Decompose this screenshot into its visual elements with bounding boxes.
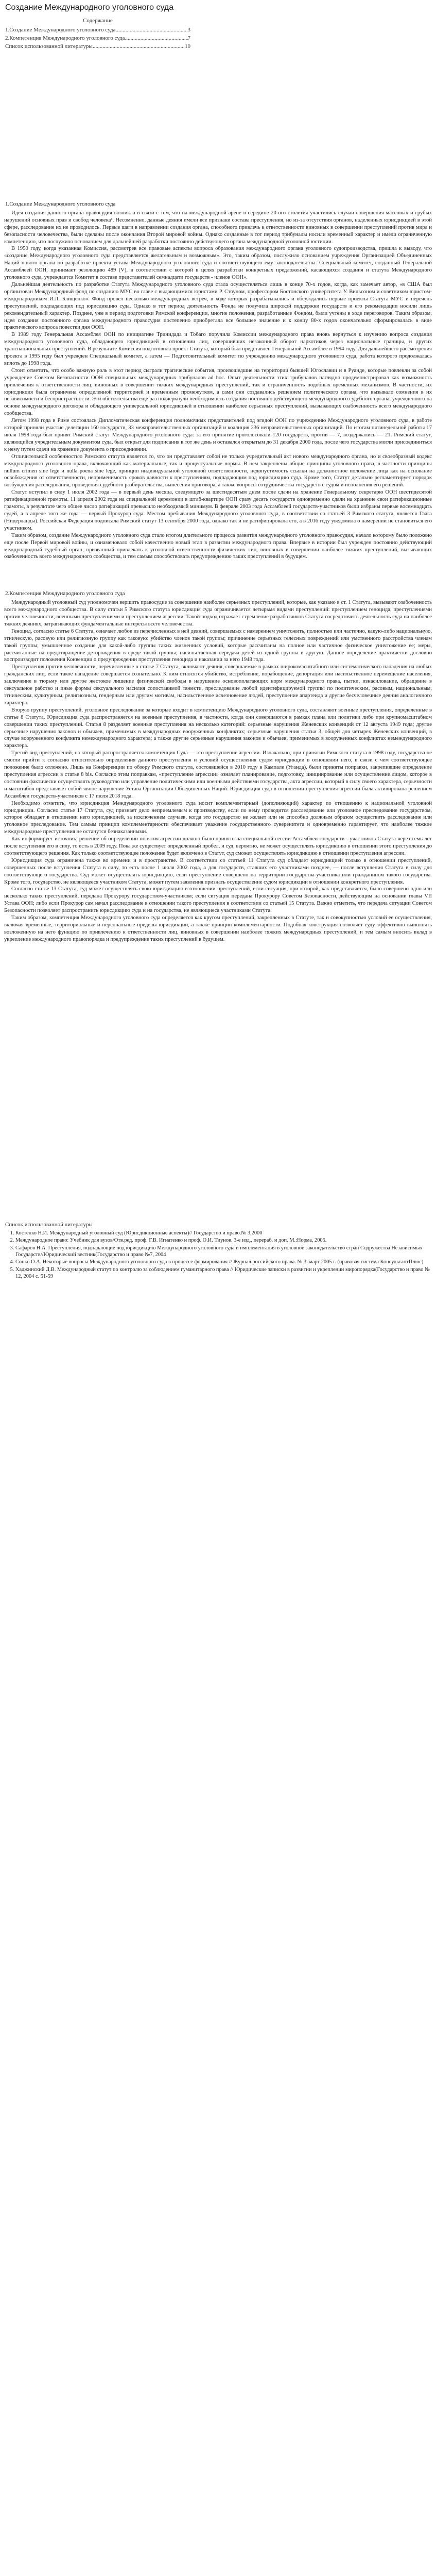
paragraph: В 1989 году Генеральная Ассамблея ООН по инициативе Тринидада и Тобаго поручила Комиссии международного права вновь вернуться к изучению вопроса создания международного уголовного суда, обладающего юрисдикцией в отношении лиц, совершивших незаконный оборот наркотиков через национальные границы, и других транснациональных преступлений. В результате Комиссия подготовила проект Статута, который был представлен Генеральной Ассамблее в 1994 году. Для дальнейшего рассмотрения проекта в 1995 году был учрежден Специальный комитет, а затем — Подготовительный комитет по учреждению международного уголовного суда, работа которого продолжалась вплоть до 1998 года. xyxy=(4,332,432,366)
toc-item-page: 3 xyxy=(187,27,190,33)
toc-item[interactable] xyxy=(5,26,190,34)
section-competence xyxy=(4,590,432,943)
reference-item: 5. Хаджинский Д.В. Международный статут по контролю за соблюдением гуманитарного права // Юридические записки в развитии и укреплении миропорядка(Государство и право № 12, 2004 с. 51-59 xyxy=(15,1266,432,1280)
paragraph: Международный уголовный суд уполномочен вершить правосудие за совершение наиболее серьезных преступлений, которые, как указано в ст. 1 Статута, вызывают озабоченность всего международного сообщества. В силу статьи 5 Римского статута юрисдикция суда ограничивается четырьмя видами преступлений: преступлением геноцида, преступлениями против человечности, военными преступлениями и преступлением агрессии. Такой подход отражает стремление разработчиков Статута сосредоточить деятельность суда на наиболее тяжких деяниях, затрагивающих фундаментальные интересы всего человечества. xyxy=(4,600,432,627)
page-title: Создание Международного уголовного суда xyxy=(5,3,174,12)
paragraph: Вторую группу преступлений, уголовное преследование за которые входит в компетенцию Международного уголовного суда, составляют военные преступления, определенные в статье 8 Статута. Юрисдикция суда распространяется на военные преступления, в частности, когда они совершаются в рамках плана или политики либо при крупномасштабном совершении таких преступлений. Статья 8 разделяет военные преступления на несколько категорий: серьезные нарушения Женевских конвенций от 12 августа 1949 года; другие серьезные нарушения законов и обычаев, применимых в международных вооруженных конфликтах; серьезные нарушения статьи 3, общей для четырех Женевских конвенций, в случае вооруженного конфликта немеждународного характера; а также другие серьезные нарушения законов и обычаев, применимых в вооруженных конфликтах немеждународного характера. xyxy=(4,707,432,749)
literature-heading: Список использованной литературы xyxy=(5,1221,93,1228)
paragraph: Геноцид, согласно статье 6 Статута, означает любое из перечисленных в ней деяний, совершаемых с намерением уничтожить, полностью или частично, какую-либо национальную, этническую, расовую или религиозную группу как таковую: убийство членов такой группы; причинение серьезных телесных повреждений или умственного расстройства членам такой группы; умышленное создание для какой-либо группы таких жизненных условий, которые рассчитаны на полное или частичное физическое уничтожение ее; меры, рассчитанные на предотвращение деторождения в среде такой группы; насильственная передача детей из одной группы в другую. Данное определение практически дословно воспроизводит положения Конвенции о предупреждении преступления геноцида и наказании за него 1948 года. xyxy=(4,628,432,663)
table-of-contents xyxy=(5,16,190,50)
literature-list xyxy=(4,1222,432,1280)
reference-item: 2. Международное право: Учебник для вузов/Отв.ред. проф. Г.В. Игнатенко и проф. О.И. Тиунов. 3-е изд., перераб. и доп. М.:Норма, 2005. xyxy=(15,1237,432,1244)
reference-item: 3. Сафаров Н.А. Преступления, подпадающие под юрисдикцию Международного уголовного суда и имплементация в уголовное законодательство стран Содружества Независимых Государств//Юридический вестник(Государство и право №7, 2004 xyxy=(15,1245,432,1259)
toc-leader-dots xyxy=(125,34,188,42)
section-heading: 2.Компетенция Международного уголовного суда xyxy=(5,590,125,597)
toc-leader-dots xyxy=(93,42,185,50)
reference-item: 1. Костенко Н.И. Международный уголовный суд (Юрисдикционные аспекты)// Государство и право.№ 3,2000 xyxy=(15,1230,432,1236)
paragraph: Летом 1998 года в Риме состоялась Дипломатическая конференция полномочных представителей под эгидой ООН по учреждению Международного уголовного суда, в работе которой приняли участие делегации 160 государств, 33 межправительственных организаций и коалиция 236 неправительственных организаций. По итогам пятинедельной работы 17 июля 1998 года был принят Римский статут Международного уголовного суда: за его принятие проголосовали 120 государств, против — 7, воздержались — 21. Римский статут, являющийся учредительным документом суда, был открыт для подписания в тот же день и оставался открытым до 31 декабря 2000 года, после чего государства могли присоединиться к нему путем сдачи на хранение документа о присоединении. xyxy=(4,418,432,452)
paragraph: Юрисдикция суда ограничена также во времени и в пространстве. В соответствии со статьей 11 Статута суд обладает юрисдикцией только в отношении преступлений, совершенных после вступления Статута в силу, то есть после 1 июля 2002 года, а для государств, ставших его участниками позднее, — после вступления Статута в силу для соответствующего государства. Суд может осуществлять юрисдикцию, если преступление совершено на территории государства-участника или гражданином такого государства. Кроме того, государство, не являющееся участником Статута, может путем заявления признать осуществление судом юрисдикции в отношении конкретного преступления. xyxy=(4,857,432,885)
reference-item: 4. Сонко О.А. Некоторые вопросы Международного уголовного суда в процессе формирования // Журнал российского права. № 3. март 2005 г. (правовая система КонсультантПлюс) xyxy=(15,1259,432,1265)
paragraph: Таким образом, создание Международного уголовного суда стало итогом длительного процесса развития международного уголовного правосудия, начало которому было положено еще после Первой мировой войны, и ознаменовало собой качественно новый этап в развитии международного права. Впервые в истории был учрежден постоянно действующий международный судебный орган, призванный привлекать к уголовной ответственности физических лиц, виновных в совершении наиболее тяжких преступлений, вызывающих озабоченность всего международного сообщества, и тем самым способствовать предупреждению таких преступлений в будущем. xyxy=(4,532,432,560)
paragraph: Третий вид преступлений, на который распространяется компетенция Суда — это преступление агрессии. Изначально, при принятии Римского статута в 1998 году, государства не смогли прийти к согласию относительно определения данного преступления и условий осуществления судом юрисдикции в отношении него, в связи с чем соответствующее положение было отложено. Лишь на Конференции по обзору Римского статута, состоявшейся в 2010 году в Кампале (Уганда), были приняты поправки, закрепившие определение преступления агрессии в статье 8 bis. Согласно этим поправкам, «преступление агрессии» означает планирование, подготовку, инициирование или осуществление лицом, которое в состоянии фактически осуществлять руководство или управление политическими или военными действиями государства, акта агрессии, который в силу своего характера, серьезности и масштабов представляет собой явное нарушение Устава Организации Объединенных Наций. Юрисдикция суда в отношении преступления агрессии была активирована решением Ассамблеи государств-участников с 17 июля 2018 года. xyxy=(4,750,432,799)
paragraph: В 1950 году, когда указанная Комиссия, рассмотрев все правовые аспекты вопроса образования международного органа уголовного судопроизводства, пришла к выводу, что «создание Международного уголовного суда представляется желательным и возможным». Это, таким образом, послужило основанием учреждения Организацией Объединенных Наций нового органа по разработке проекта устава Международного уголовного суда и соответствующего ему законодательства. Специальный комитет, созданный Генеральной Ассамблеей ООН, принимает резолюцию 489 (V), в соответствии с которой в целях разработки конкретных предложений, касающихся создания и статута Международного уголовного суда, учреждается Комитет в составе представителей семнадцати государств - членов ООН». xyxy=(4,246,432,281)
paragraph: Преступления против человечности, перечисленные в статье 7 Статута, включают деяния, совершаемые в рамках широкомасштабного или систематического нападения на любых гражданских лиц, если такое нападение совершается сознательно. К ним относятся убийство, истребление, порабощение, депортация или насильственное перемещение населения, заключение в тюрьму или другое жестокое лишение физической свободы в нарушение основополагающих норм международного права, пытки, изнасилование, обращение в сексуальное рабство и иные формы сексуального насилия сопоставимой тяжести, преследование любой идентифицируемой группы по политическим, расовым, национальным, этническим, культурным, религиозным, гендерным или другим мотивам, насильственное исчезновение людей, преступление апартеида и другие бесчеловечные деяния аналогичного характера. xyxy=(4,664,432,706)
toc-item-page: 10 xyxy=(185,43,190,49)
toc-heading: Содержание xyxy=(83,18,113,24)
toc-item-label: 2.Компетенция Международного уголовного суда xyxy=(5,35,125,41)
page-spacer xyxy=(4,50,432,201)
page-spacer xyxy=(4,561,432,590)
toc-item-label: 1.Создание Международного уголовного суда xyxy=(5,27,116,33)
toc-item-label: Список использованной литературы xyxy=(5,43,93,49)
paragraph: Необходимо отметить, что юрисдикция Международного уголовного суда носит комплементарный (дополняющий) характер по отношению к национальной уголовной юрисдикции. Согласно статье 17 Статута, суд признает дело неприемлемым к производству, если по нему проводится расследование или уголовное преследование государством, которое обладает в отношении него юрисдикцией, за исключением случаев, когда это государство не желает или не способно должным образом осуществить расследование или уголовное преследование. Тем самым принцип комплементарности обеспечивает уважение государственного суверенитета и одновременно гарантирует, что наиболее тяжкие международные преступления не останутся безнаказанными. xyxy=(4,800,432,835)
toc-item[interactable] xyxy=(5,42,190,50)
paragraph: Статут вступил в силу 1 июля 2002 года — в первый день месяца, следующего за шестидесятым днем после сдачи на хранение Генеральному секретарю ООН шестидесятой ратификационной грамоты. 11 апреля 2002 года на специальной церемонии в штаб-квартире ООН сразу десять государств одновременно сдали на хранение свои ратификационные грамоты, в результате чего общее число ратификаций превысило необходимый минимум. В феврале 2003 года Ассамблеей государств-участников были избраны первые восемнадцать судей, а в апреле того же года — первый Прокурор суда. Местом пребывания Международного уголовного суда, в соответствии со статьей 3 Римского статута, является Гаага (Нидерланды). Российская Федерация подписала Римский статут 13 сентября 2000 года, однако так и не ратифицировала его, а в 2016 году уведомила о намерении не становиться его участником. xyxy=(4,489,432,531)
paragraph: Идея создания данного органа правосудия возникла в связи с тем, что на международной арене в середине 20-ого столетия участились случаи совершения массовых и грубых нарушений основных прав и свобод человека¹. Несомненно, данные деяния имели все признаки состава преступления, но из-за отсутствия органов, наделенных юрисдикцией в этой сфере, расследование их не проводилось. Первые шаги в направлении создания органа, способного привлечь к ответственности виновных в совершении преступлений против мира и безопасности человечества, были сделаны после окончания Второй мировой войны. Однако созданные в тот период трибуналы носили временный характер и имели ограниченную компетенцию, что послужило основанием для дальнейшей разработки постоянно действующего органа международной уголовной юстиции. xyxy=(4,210,432,245)
page-spacer xyxy=(4,943,432,1222)
section-creation xyxy=(4,201,432,561)
paragraph: Как информирует источник, решение об определении понятия агрессии должно было принято на специальной сессии Ассамблеи государств - участников Статута через семь лет после вступления его в силу, то есть в 2009 году. Пока же существует определенный пробел, и суд, вероятно, не может осуществлять юрисдикцию в отношении этого преступления до соответствующего решения. Как только соответствующее положение будет включено в Статут, суд сможет осуществлять юрисдикцию в отношении преступления агрессии. xyxy=(4,836,432,856)
paragraph: Согласно статье 13 Статута, суд может осуществлять свою юрисдикцию в отношении преступлений, если ситуация, при которой, как представляется, было совершено одно или несколько таких преступлений, передана Прокурору государством-участником; если ситуация передана Прокурору Советом Безопасности, действующим на основании главы VII Устава ООН; либо если Прокурор сам начал расследование в отношении такого преступления в соответствии со статьей 15 Статута. Важно отметить, что передача ситуации Советом Безопасности позволяет распространить юрисдикцию суда и на государства, не являющиеся участниками Статута. xyxy=(4,886,432,914)
paragraph: Отличительной особенностью Римского статута является то, что он представляет собой не только учредительный акт нового международного органа, но и своеобразный кодекс международного уголовного права, включающий как материальные, так и процессуальные нормы. В нем закреплены общие принципы уголовного права, в частности принципы nullum crimen sine lege и nulla poena sine lege, принцип индивидуальной уголовной ответственности, недопустимость ссылки на должностное положение лица как на основание освобождения от ответственности, неприменимость сроков давности к преступлениям, подпадающим под юрисдикцию суда. Кроме того, Статут детально регламентирует порядок возбуждения расследования, проведения судебного разбирательства, вынесения приговора, а также вопросы сотрудничества государств с судом и исполнения его решений. xyxy=(4,453,432,488)
toc-item[interactable] xyxy=(5,34,190,42)
toc-item-page: 7 xyxy=(187,35,190,41)
references xyxy=(4,1230,432,1280)
section-heading: 1.Создание Международного уголовного суда xyxy=(5,201,116,207)
paragraph: Дальнейшая деятельность по разработке Статута Международного уголовного суда стала осуществляться лишь в конце 70-х годов, когда, как замечает автор, «в США был организован Международный фонд по созданию МУС во главе с выдающимися юристами Р. Стоуном, профессором Бостонского университета У. Вильсоном и советником юристом-международником И.Л. Блищенко». Фонд провел несколько международных встреч, в ходе которых разрабатывались и обсуждались первые проекты Статута МУС и перечень преступлений, подпадающих под юрисдикцию суда. Однако в тот период деятельность Фонда не получила широкой поддержки государств и его рекомендации носили лишь рекомендательный характер. Позднее, уже в период подготовки Римской конференции, многие положения, разработанные Фондом, были учтены в ходе переговоров. Таким образом, идея создания постоянного органа международного правосудия постепенно приобретала все большее значение и к концу 80-х годов окончательно сформировалась в виде практического вопроса повестки дня ООН. xyxy=(4,281,432,331)
paragraph: Стоит отметить, что особо важную роль в этот период сыграли трагические события, произошедшие на территории бывшей Югославии и в Руанде, которые повлекли за собой учреждение Советом Безопасности ООН специальных международных трибуналов ad hoc. Опыт деятельности этих трибуналов наглядно продемонстрировал как возможность привлечения к ответственности лиц, виновных в совершении тяжких международных преступлений, так и ограниченность подобных временных механизмов. В частности, их юрисдикция была ограничена определенной территорией и временным промежутком, а сами они создавались решением политического органа, что вызывало сомнения в их независимости и беспристрастности. Эти обстоятельства еще раз подчеркнули необходимость создания постоянно действующего международного судебного органа, учрежденного на основе международного договора и обладающего универсальной юрисдикцией в отношении наиболее серьезных преступлений, вызывающих озабоченность всего международного сообщества. xyxy=(4,367,432,417)
paragraph: Таким образом, компетенция Международного уголовного суда определяется как кругом преступлений, закрепленных в Статуте, так и совокупностью условий ее осуществления, включая временные, территориальные и персональные пределы юрисдикции, а также принцип комплементарности. Подобная конструкция позволяет суду эффективно выполнять возложенную на него функцию по привлечению к ответственности лиц, виновных в совершении наиболее тяжких международных преступлений, и тем самым вносить вклад в укрепление международного правопорядка и предупреждение таких преступлений в будущем. xyxy=(4,915,432,942)
toc-leader-dots xyxy=(115,26,187,34)
